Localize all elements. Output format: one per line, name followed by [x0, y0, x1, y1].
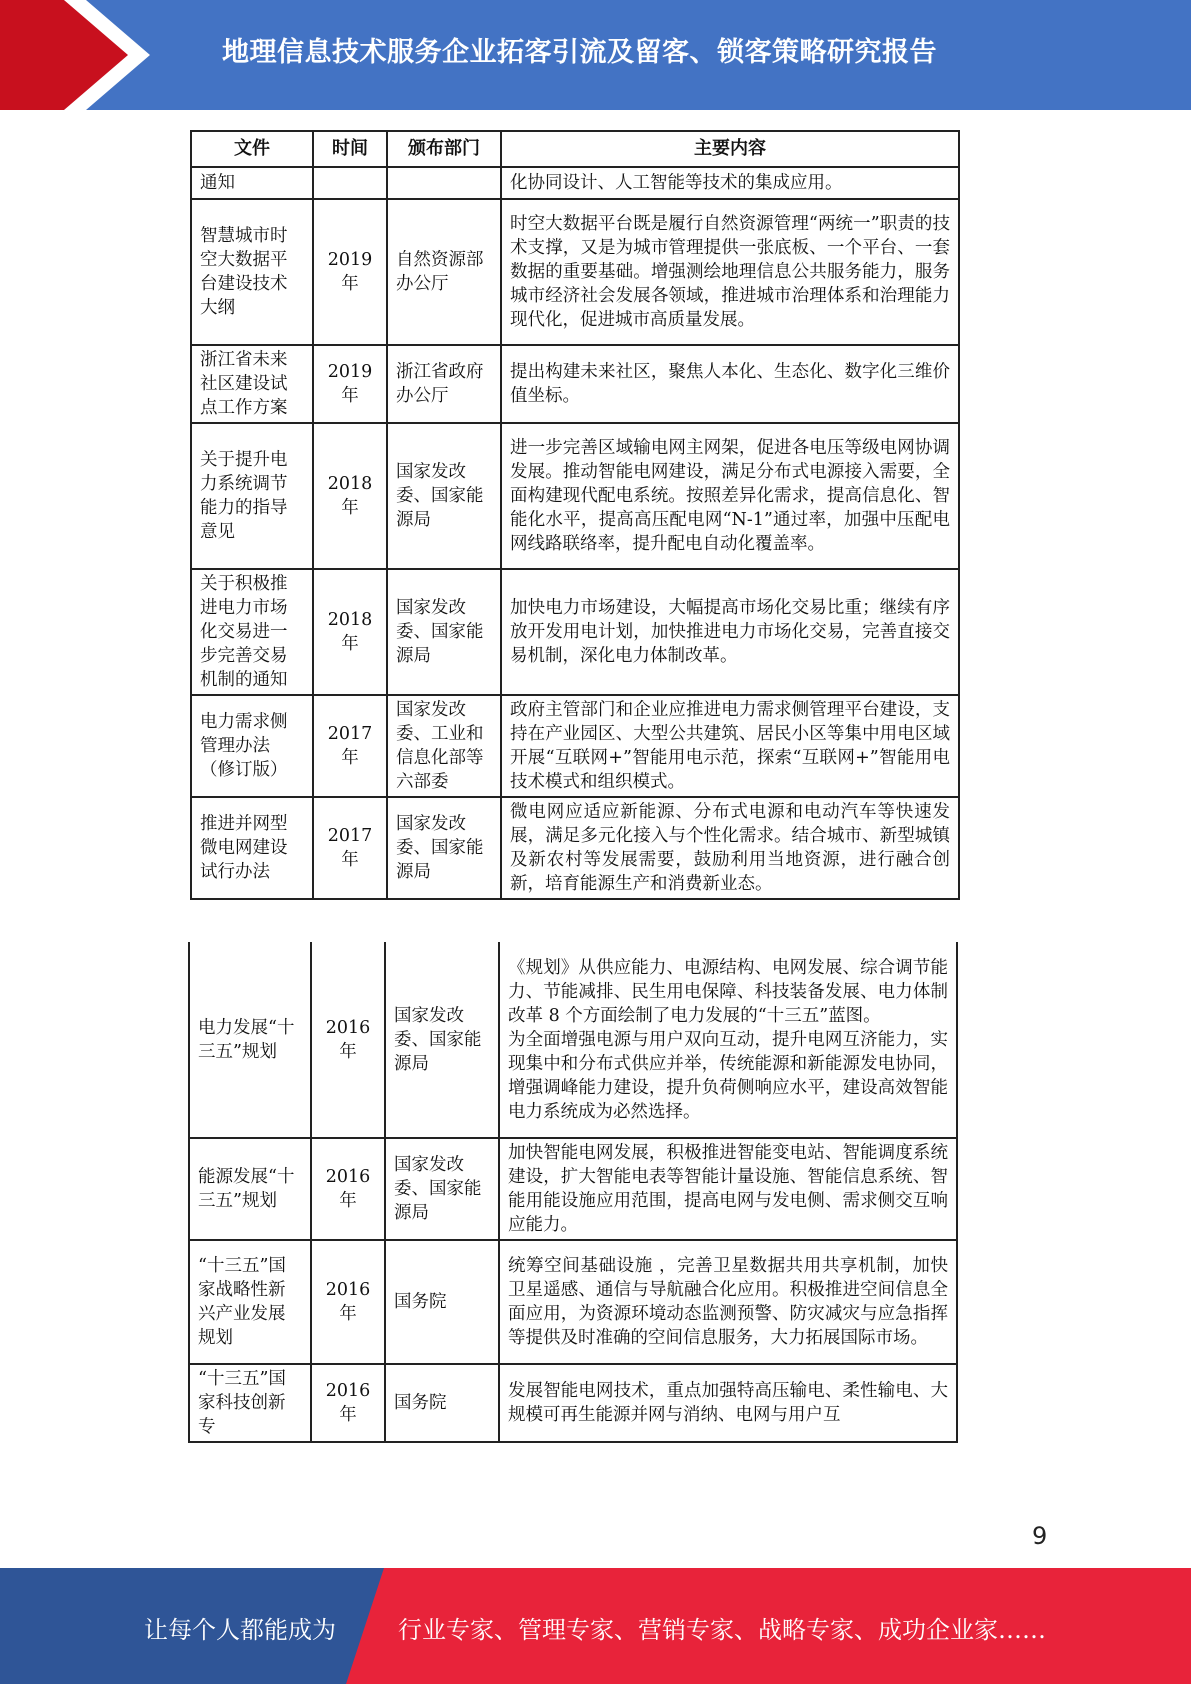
cell-content-para2: 为全面增强电源与用户双向互动，提升电网互济能力，实现集中和分布式供应并举，传统能源和新能源发电协同，增强调峰能力建设，提升负荷侧响应水平，建设高效智能电力系统成为必然选择。 [508, 1029, 948, 1122]
cell-time: 2017 年 [313, 797, 387, 899]
cell-content: 统筹空间基础设施 ，完善卫星数据共用共享机制，加快卫星遥感、通信与导航融合化应用。积极推进空间信息全面应用，为资源环境动态监测预警、防灾减灾与应急指挥等提供及时准确的空间信息服务，大力拓展国际市场。 [499, 1240, 957, 1364]
page-number: 9 [1032, 1522, 1048, 1550]
cell-time: 2018 年 [313, 423, 387, 569]
cell-dept [387, 167, 501, 199]
cell-content [499, 942, 957, 1138]
table-row [189, 942, 957, 1138]
footer-slogan-left: 让每个人都能成为 [144, 1616, 336, 1644]
cell-doc: 关于积极推进电力市场化交易进一步完善交易机制的通知 [191, 569, 313, 695]
table-row [191, 345, 959, 423]
cell-time: 2016 年 [311, 1364, 385, 1442]
header-arrow-decoration [0, 0, 260, 110]
cell-doc: 能源发展“十三五”规划 [189, 1138, 311, 1240]
cell-time: 2016 年 [311, 1138, 385, 1240]
cell-dept: 国家发改委、国家能源局 [387, 797, 501, 899]
policy-table-part2 [188, 942, 958, 1443]
table-row [191, 423, 959, 569]
cell-time: 2018 年 [313, 569, 387, 695]
table-row [191, 695, 959, 797]
cell-content: 加快智能电网发展，积极推进智能变电站、智能调度系统建设，扩大智能电表等智能计量设施、智能信息系统、智能用能设施应用范围，提高电网与发电侧、需求侧交互响应能力。 [499, 1138, 957, 1240]
cell-dept: 国家发改委、国家能源局 [387, 569, 501, 695]
page-header [0, 0, 1191, 110]
cell-time: 2017 年 [313, 695, 387, 797]
footer-slogan-right: 行业专家、管理专家、营销专家、战略专家、成功企业家…… [398, 1616, 1046, 1644]
page-footer [0, 1568, 1191, 1684]
report-title: 地理信息技术服务企业拓客引流及留客、锁客策略研究报告 [222, 37, 937, 68]
cell-time: 2016 年 [311, 1240, 385, 1364]
cell-doc: 智慧城市时空大数据平台建设技术大纲 [191, 199, 313, 345]
cell-content: 微电网应适应新能源、分布式电源和电动汽车等快速发展，满足多元化接入与个性化需求。结合城市、新型城镇及新农村等发展需要，鼓励利用当地资源，进行融合创新，培育能源生产和消费新业态。 [501, 797, 959, 899]
header-time: 时间 [313, 131, 387, 167]
cell-doc: “十三五”国家战略性新兴产业发展规划 [189, 1240, 311, 1364]
policy-table-part1 [190, 130, 960, 900]
cell-content: 加快电力市场建设，大幅提高市场化交易比重；继续有序放开发用电计划，加快推进电力市场化交易，完善直接交易机制，深化电力体制改革。 [501, 569, 959, 695]
cell-content: 进一步完善区域输电网主网架，促进各电压等级电网协调发展。推动智能电网建设，满足分布式电源接入需要，全面构建现代配电系统。按照差异化需求，提高信息化、智能化水平，提高高压配电网“N-1”通过率，加强中压配电网线路联络率，提升配电自动化覆盖率。 [501, 423, 959, 569]
cell-dept: 国务院 [385, 1364, 499, 1442]
cell-dept: 国务院 [385, 1240, 499, 1364]
cell-content: 化协同设计、人工智能等技术的集成应用。 [501, 167, 959, 199]
cell-doc: 浙江省未来社区建设试点工作方案 [191, 345, 313, 423]
header-content: 主要内容 [501, 131, 959, 167]
cell-dept: 国家发改委、国家能源局 [387, 423, 501, 569]
cell-dept: 自然资源部办公厅 [387, 199, 501, 345]
cell-dept: 国家发改委、国家能源局 [385, 1138, 499, 1240]
cell-content-para1: 《规划》从供应能力、电源结构、电网发展、综合调节能力、节能减排、民生用电保障、科技装备发展、电力体制改革 8 个方面绘制了电力发展的“十三五”蓝图。 [508, 957, 948, 1026]
table-row [191, 167, 959, 199]
cell-time: 2019 年 [313, 345, 387, 423]
cell-time: 2016 年 [311, 942, 385, 1138]
cell-doc: “十三五”国家科技创新专 [189, 1364, 311, 1442]
cell-content: 提出构建未来社区，聚焦人本化、生态化、数字化三维价值坐标。 [501, 345, 959, 423]
cell-dept: 浙江省政府办公厅 [387, 345, 501, 423]
cell-doc: 电力需求侧管理办法（修订版） [191, 695, 313, 797]
table-row [189, 1138, 957, 1240]
cell-dept: 国家发改委、国家能源局 [385, 942, 499, 1138]
cell-doc: 通知 [191, 167, 313, 199]
table-row [191, 569, 959, 695]
table-row [189, 1364, 957, 1442]
table-row [189, 1240, 957, 1364]
header-dept: 颁布部门 [387, 131, 501, 167]
cell-dept: 国家发改委、工业和信息化部等六部委 [387, 695, 501, 797]
cell-doc: 关于提升电力系统调节能力的指导意见 [191, 423, 313, 569]
table-header-row [191, 131, 959, 167]
cell-doc: 推进并网型微电网建设试行办法 [191, 797, 313, 899]
table-row [191, 797, 959, 899]
header-doc: 文件 [191, 131, 313, 167]
cell-time: 2019 年 [313, 199, 387, 345]
cell-content: 发展智能电网技术，重点加强特高压输电、柔性输电、大规模可再生能源并网与消纳、电网与用户互 [499, 1364, 957, 1442]
cell-content: 时空大数据平台既是履行自然资源管理“两统一”职责的技术支撑，又是为城市管理提供一张底板、一个平台、一套数据的重要基础。增强测绘地理信息公共服务能力，服务城市经济社会发展各领域，推进城市治理体系和治理能力现代化，促进城市高质量发展。 [501, 199, 959, 345]
table-row [191, 199, 959, 345]
cell-time [313, 167, 387, 199]
cell-content: 政府主管部门和企业应推进电力需求侧管理平台建设，支持在产业园区、大型公共建筑、居民小区等集中用电区域开展“互联网+”智能用电示范，探索“互联网+”智能用电技术模式和组织模式。 [501, 695, 959, 797]
cell-doc: 电力发展“十三五”规划 [189, 942, 311, 1138]
